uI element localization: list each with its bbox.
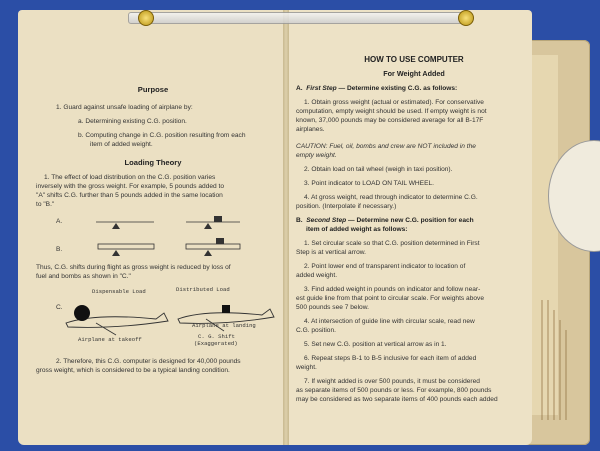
purpose-item-a: a. Determining existing C.G. position. — [78, 118, 187, 125]
step-b1-line1: 1. Set circular scale so that C.G. position determined in First — [304, 240, 480, 247]
book-gutter — [283, 10, 289, 445]
theory-paragraph-2-line1: Thus, C.G. shifts during flight as gross weight is reduced by loss of — [36, 264, 231, 271]
step-a2: 2. Obtain load on tail wheel (weigh in taxi position). — [304, 166, 453, 173]
step-b2-line2: added weight. — [296, 272, 338, 279]
step-b-heading-line2: item of added weight as follows: — [306, 226, 408, 233]
step-a4-line1: 4. At gross weight, read through indicator to determine C.G. — [304, 194, 478, 201]
lever-b2 — [186, 244, 240, 249]
step-a1-line4: airplanes. — [296, 126, 325, 133]
guide-lines — [540, 300, 580, 420]
weight-icon — [216, 238, 224, 244]
label-dispensable-load: Dispensable Load — [92, 288, 146, 295]
label-cg-shift-exaggerated: (Exaggerated) — [194, 340, 238, 347]
transparent-indicator[interactable] — [128, 12, 470, 24]
indicator-knob-left[interactable] — [138, 10, 154, 26]
distributed-load-icon — [222, 305, 230, 313]
fulcrum-icon — [112, 223, 120, 229]
caution-line1: CAUTION: Fuel, oil, bombs and crew are NOT included in the — [296, 143, 476, 150]
theory-paragraph-1-line3: "A" shifts C.G. further than 5 pounds added in the same location — [36, 192, 223, 199]
step-b2-line1: 2. Point lower end of transparent indicator to location of — [304, 263, 466, 270]
label-airplane-landing: Airplane at landing — [192, 322, 256, 329]
step-b7-line3: may be considered as two separate items of 400 pounds each added — [296, 396, 498, 403]
step-b4-line1: 4. At intersection of guide line with circular scale, read new — [304, 318, 475, 325]
purpose-item-1: 1. Guard against unsafe loading of airplane by: — [56, 104, 193, 111]
step-b1-line2: Step is at vertical arrow. — [296, 249, 366, 256]
step-a-heading-rest: — Determine existing C.G. as follows: — [336, 85, 458, 92]
diagram-label-a: A. — [56, 218, 63, 225]
label-cg-shift: C. G. Shift — [198, 333, 235, 340]
step-b7-line1: 7. If weight added is over 500 pounds, it must be considered — [304, 378, 480, 385]
theory-paragraph-2-line2: fuel and bombs as shown in "C." — [36, 273, 131, 280]
step-b3-line2: est guide line from that point to circular scale. For weights above — [296, 295, 485, 302]
page-subtitle: For Weight Added — [383, 69, 445, 78]
loading-theory-title: Loading Theory — [124, 158, 182, 167]
step-b6-line1: 6. Repeat steps B-1 to B-5 inclusive for each item of added — [304, 355, 477, 362]
step-b7-line2: as separate items of 500 pounds or less. For example, 800 pounds — [296, 387, 492, 394]
lever-diagrams — [90, 212, 270, 262]
fulcrum-icon — [204, 223, 212, 229]
lever-b1 — [98, 244, 154, 249]
step-b5: 5. Set new C.G. position at vertical arrow as in 1. — [304, 341, 447, 348]
theory-paragraph-3-line2: gross weight, which is considered to be a typical landing condition. — [36, 367, 230, 374]
caution-line2: empty weight. — [296, 152, 337, 159]
diagram-label-b: B. — [56, 246, 63, 253]
step-b3-line3: 500 pounds see 7 below. — [296, 304, 369, 311]
step-a1-line1: 1. Obtain gross weight (actual or estimated). For conservative — [304, 99, 484, 106]
theory-paragraph-3-line1: 2. Therefore, this C.G. computer is designed for 40,000 pounds — [56, 358, 241, 365]
step-b-heading-rest: — Determine new C.G. position for each — [346, 217, 474, 224]
fulcrum-icon — [204, 250, 212, 256]
step-a-label: A. — [296, 85, 303, 92]
step-b-heading: Second Step — [306, 217, 347, 224]
dispensable-load-icon — [74, 305, 90, 321]
purpose-item-b-line1: b. Computing change in C.G. position resulting from each — [78, 132, 246, 139]
step-b3-line1: 3. Find added weight in pounds on indicator and follow near- — [304, 286, 481, 293]
step-b4-line2: C.G. position. — [296, 327, 336, 334]
step-b-label: B. — [296, 217, 303, 224]
theory-paragraph-1-line1: 1. The effect of load distribution on the C.G. position varies — [44, 174, 216, 181]
purpose-title: Purpose — [137, 85, 169, 94]
step-a1-line3: known, 37,000 pounds may be considered average for all B-17F — [296, 117, 484, 124]
page-title: HOW TO USE COMPUTER — [364, 55, 464, 64]
step-a3: 3. Point indicator to LOAD ON TAIL WHEEL. — [304, 180, 434, 187]
theory-paragraph-1-line2: inversely with the gross weight. For example, 5 pounds added to — [36, 183, 225, 190]
purpose-item-b-line2: item of added weight. — [90, 141, 153, 148]
label-airplane-takeoff: Airplane at takeoff — [78, 336, 142, 343]
step-a-heading: First Step — [306, 85, 337, 92]
step-a4-line2: position. (Interpolate if necessary.) — [296, 203, 397, 210]
weight-icon — [214, 216, 222, 222]
diagram-label-c: C. — [56, 304, 63, 311]
indicator-knob-right[interactable] — [458, 10, 474, 26]
label-distributed-load: Distributed Load — [176, 286, 230, 293]
fulcrum-icon — [112, 250, 120, 256]
step-b6-line2: weight. — [296, 364, 317, 371]
theory-paragraph-1-line4: to "B." — [36, 201, 55, 208]
airplane-takeoff-icon — [66, 305, 168, 335]
step-a1-line2: computation, empty weight should be used. If empty weight is not — [296, 108, 487, 115]
